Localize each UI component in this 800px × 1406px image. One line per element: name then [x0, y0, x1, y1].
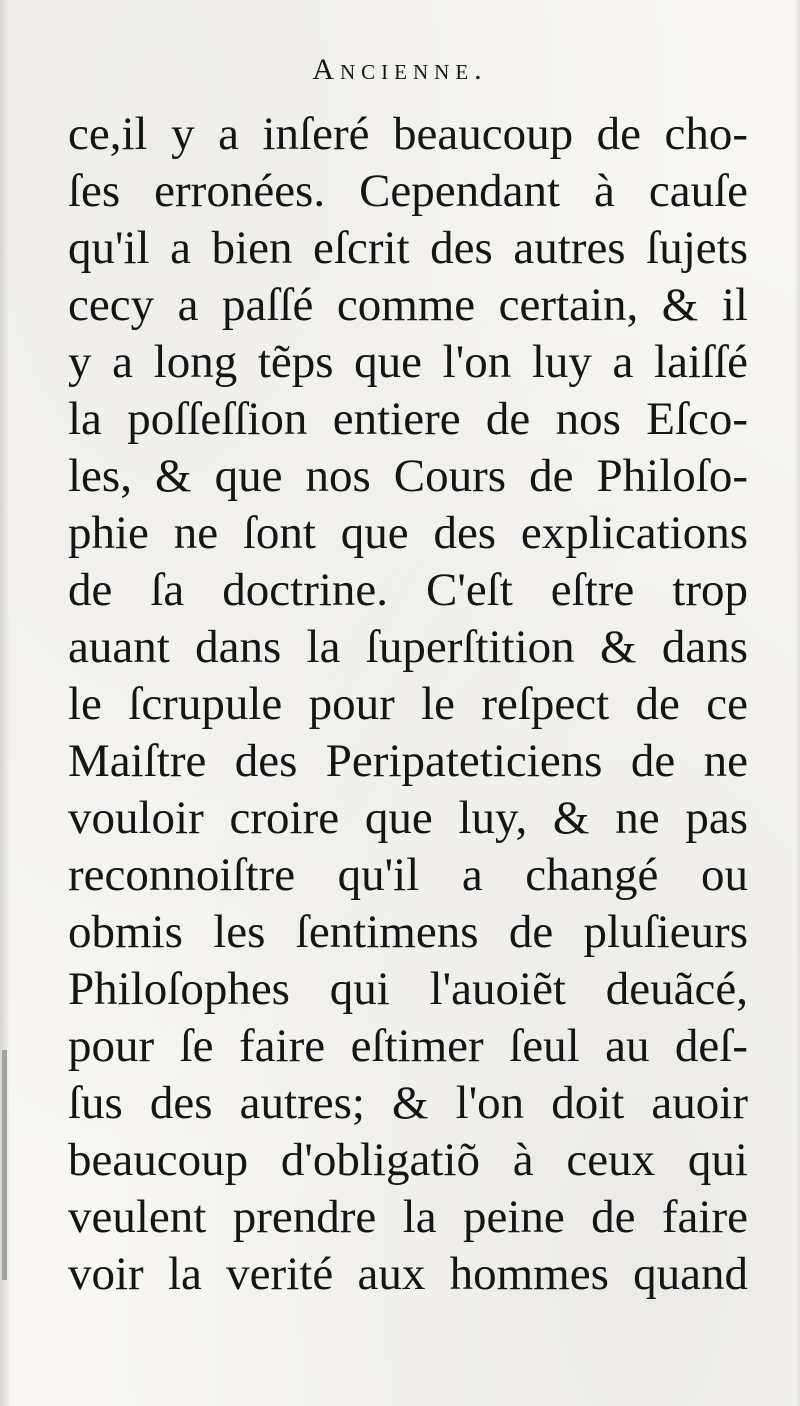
text-line: ſes erronées. Cependant à cauſe	[68, 165, 748, 217]
text-line: y a long tẽps que l'on luy a laiſſé	[68, 336, 748, 388]
binding-mark	[2, 1050, 7, 1280]
text-line: veulent prendre la peine de faire	[68, 1191, 748, 1243]
text-line: Philoſophes qui l'auoiẽt deuãcé,	[68, 963, 748, 1015]
text-line: qu'il a bien eſcrit des autres ſujets	[68, 222, 748, 274]
text-line: la poſſeſſion entiere de nos Eſco-	[68, 393, 748, 445]
text-line: pour ſe faire eſtimer ſeul au deſ-	[68, 1020, 748, 1072]
text-line: obmis les ſentimens de pluſieurs	[68, 906, 748, 958]
text-line: voir la verité aux hommes quand	[68, 1248, 748, 1300]
text-line: de ſa doctrine. C'eſt eſtre trop	[68, 564, 748, 616]
text-line: Maiſtre des Peripateticiens de ne	[68, 735, 748, 787]
body-text	[68, 106, 748, 1303]
text-line: reconnoiſtre qu'il a changé ou	[68, 849, 748, 901]
text-line: ſus des autres; & l'on doit auoir	[68, 1077, 748, 1129]
text-line: beaucoup d'obligatiõ à ceux qui	[68, 1134, 748, 1186]
text-line: vouloir croire que luy, & ne pas	[68, 792, 748, 844]
text-line: ce,il y a inſeré beaucoup de cho-	[68, 108, 748, 160]
text-line: phie ne ſont que des explications	[68, 507, 748, 559]
text-line: auant dans la ſuperſtition & dans	[68, 621, 748, 673]
text-line: le ſcrupule pour le reſpect de ce	[68, 678, 748, 730]
page-edge	[794, 0, 800, 1406]
text-line: cecy a paſſé comme certain, & il	[68, 279, 748, 331]
text-line: les, & que nos Cours de Philoſo-	[68, 450, 748, 502]
running-head: Ancienne.	[312, 53, 488, 86]
